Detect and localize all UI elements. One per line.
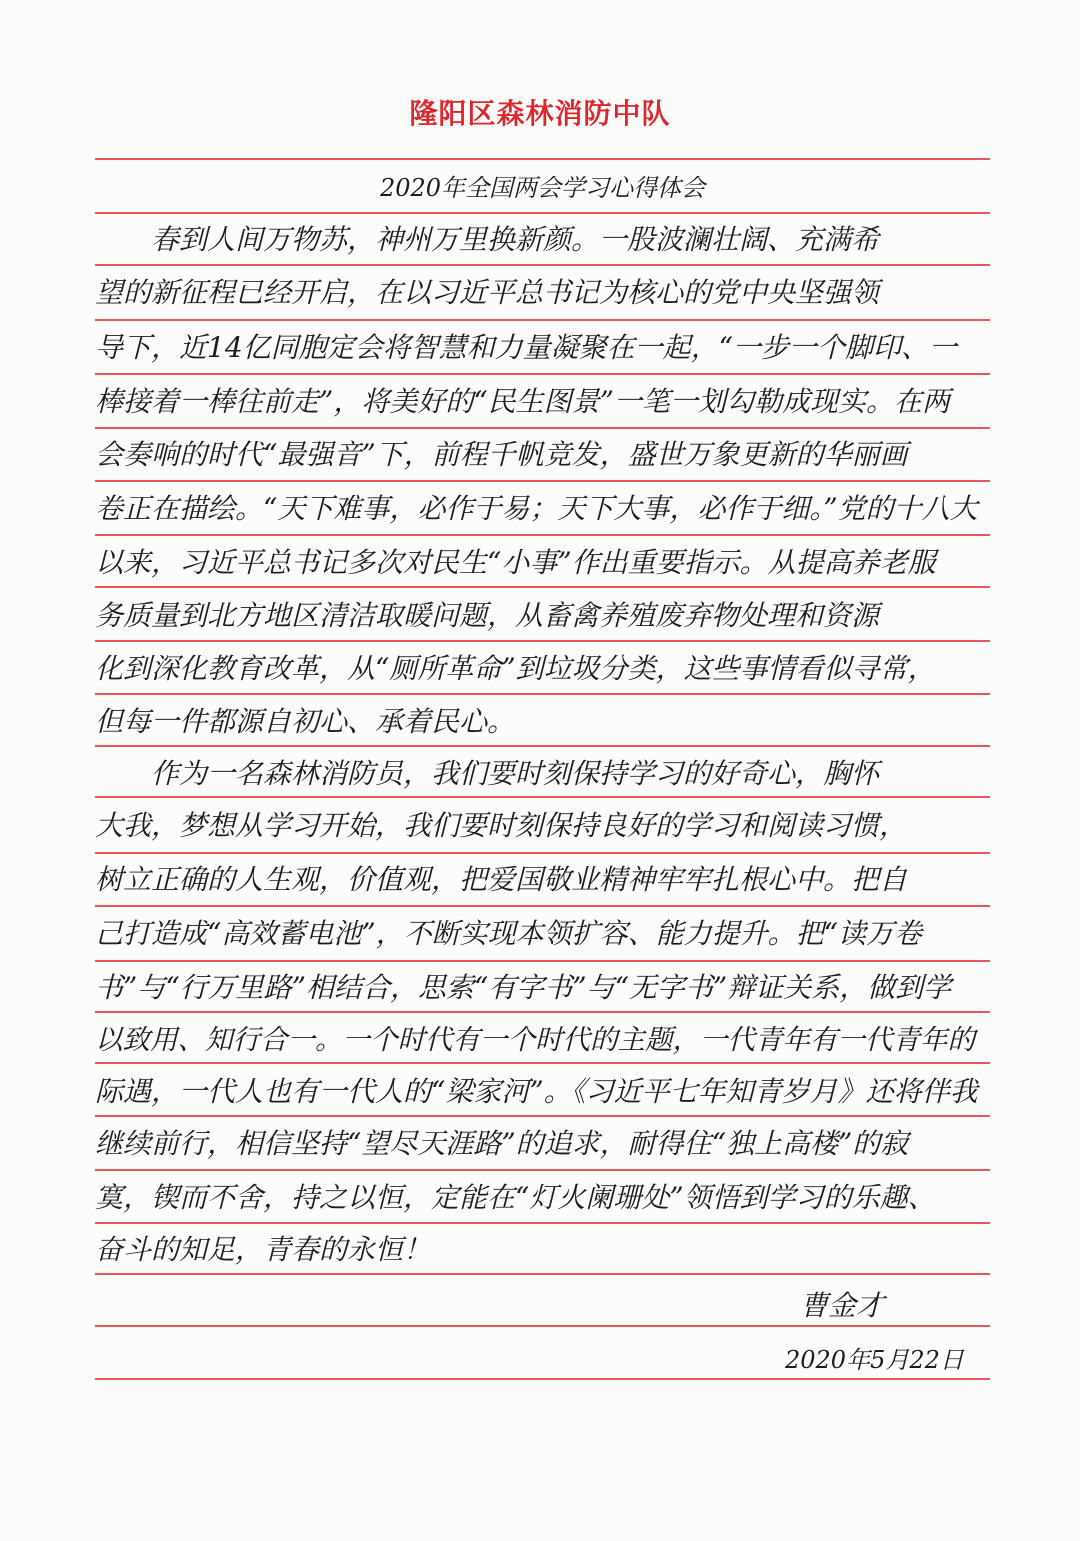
body-text-line: 寞，锲而不舍，持之以恒，定能在“灯火阑珊处”领悟到学习的乐趣、	[95, 1181, 936, 1214]
ruled-line	[95, 212, 990, 214]
body-text-line: 棒接着一棒往前走”，将美好的“民生图景”一笔一划勾勒成现实。在两	[95, 385, 950, 418]
body-text-line: 以致用、知行合一。一个时代有一个时代的主题，一代青年有一代青年的	[95, 1024, 975, 1056]
ruled-line	[95, 1222, 990, 1224]
body-text-line: 务质量到北方地区清洁取暖问题，从畜禽养殖废弃物处理和资源	[95, 599, 880, 632]
body-text-line: 己打造成“高效蓄电池”，不断实现本领扩容、能力提升。把“读万卷	[95, 917, 922, 950]
body-text-line: 以来，习近平总书记多次对民生“小事”作出重要指示。从提高养老服	[95, 546, 936, 579]
ruled-line	[95, 1378, 990, 1380]
document-title: 2020年全国两会学习心得体会	[379, 174, 706, 202]
ruled-line	[95, 640, 990, 642]
ruled-line	[95, 852, 990, 854]
ruled-line	[95, 264, 990, 266]
ruled-line	[95, 427, 990, 429]
ruled-line	[95, 480, 990, 482]
ruled-line	[95, 373, 990, 375]
body-text-line: 作为一名森林消防员，我们要时刻保持学习的好奇心，胸怀	[95, 757, 880, 790]
body-text-line: 大我，梦想从学习开始，我们要时刻保持良好的学习和阅读习惯，	[95, 809, 908, 842]
body-text-line: 导下，近14亿同胞定会将智慧和力量凝聚在一起，“一步一个脚印、一	[95, 331, 957, 364]
body-text-line: 但每一件都源自初心、承着民心。	[95, 705, 516, 738]
body-text-line: 会奏响的时代“最强音”下，前程千帆竞发，盛世万象更新的华丽画	[95, 438, 908, 471]
body-text-line: 春到人间万物苏，神州万里换新颜。一股波澜壮阔、充满希	[95, 223, 880, 256]
ruled-line	[95, 1325, 990, 1327]
body-text-line: 卷正在描绘。“天下难事，必作于易；天下大事，必作于细。”党的十八大	[95, 492, 978, 525]
ruled-line	[95, 905, 990, 907]
body-text-line: 树立正确的人生观，价值观，把爱国敬业精神牢牢扎根心中。把自	[95, 863, 908, 896]
body-text-line: 继续前行，相信坚持“望尽天涯路”的追求，耐得住“独上高楼”的寂	[95, 1127, 909, 1160]
body-text-line: 奋斗的知足，青春的永恒！	[95, 1233, 432, 1266]
ruled-line	[95, 1062, 990, 1064]
ruled-line	[95, 960, 990, 962]
ruled-line	[95, 1169, 990, 1171]
body-text-line: 书”与“行万里路”相结合，思索“有字书”与“无字书”辩证关系，做到学	[95, 971, 952, 1004]
ruled-line	[95, 745, 990, 747]
ruled-line	[95, 1273, 990, 1275]
org-name-header: 隆阳区森林消防中队	[409, 97, 671, 130]
ruled-line	[95, 158, 990, 160]
ruled-line	[95, 586, 990, 588]
ruled-line	[95, 1115, 990, 1117]
ruled-line	[95, 693, 990, 695]
body-text-line: 化到深化教育改革，从“厕所革命”到垃圾分类，这些事情看似寻常，	[95, 652, 936, 685]
ruled-line	[95, 319, 990, 321]
signature-date: 2020年5月22日	[785, 1346, 964, 1374]
body-text-line: 际遇，一代人也有一代人的“梁家河”。《习近平七年知青岁月》还将伴我	[95, 1075, 978, 1108]
body-text-line: 望的新征程已经开启，在以习近平总书记为核心的党中央坚强领	[95, 276, 880, 309]
ruled-line	[95, 534, 990, 536]
ruled-line	[95, 1011, 990, 1013]
signature: 曹金才	[800, 1289, 885, 1322]
ruled-line	[95, 796, 990, 798]
